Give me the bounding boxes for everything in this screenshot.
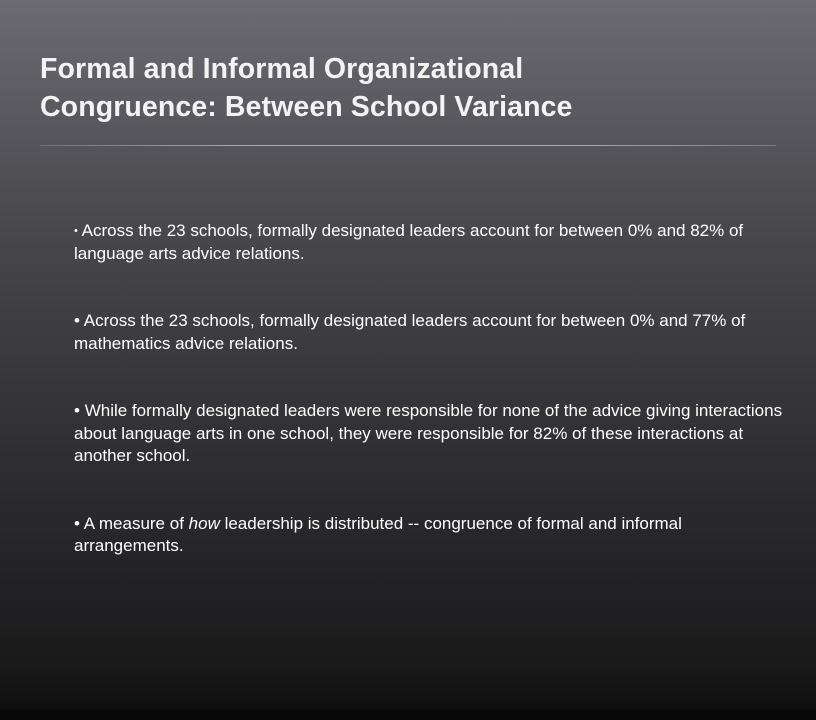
bullet-marker: • (74, 311, 80, 330)
bullet-marker: • (74, 513, 80, 533)
bullet-text: Across the 23 schools, formally designated leaders account for between 0% and 82% of language arts advice relations. (74, 221, 744, 263)
bullet-item-language-arts-range (74, 220, 794, 265)
bullet-item-advice-interactions (74, 400, 794, 468)
slide-title-line-2: Congruence: Between School Variance (40, 91, 573, 123)
bullet-marker: • (74, 401, 80, 420)
bullet-text-after: leadership is distributed -- congruence of formal and informal arrangements. (74, 513, 682, 555)
slide-title-line-1: Formal and Informal Organizational (40, 53, 524, 85)
slide-title (40, 50, 780, 126)
bottom-band (0, 710, 816, 720)
title-divider (40, 145, 776, 146)
bullet-list (74, 220, 794, 603)
bullet-item-leadership-measure (74, 513, 794, 558)
bullet-item-mathematics-range (74, 310, 794, 355)
bullet-text: Across the 23 schools, formally designated leaders account for between 0% and 77% of mathematics advice relations. (74, 311, 746, 353)
bullet-text-emphasis: how (188, 513, 220, 533)
bullet-text: While formally designated leaders were responsible for none of the advice giving interactions about language arts in one school, they were responsible for 82% of these interactions at another school. (74, 401, 783, 465)
bullet-marker: • (74, 225, 78, 237)
bullet-text-before: A measure of (83, 513, 184, 533)
